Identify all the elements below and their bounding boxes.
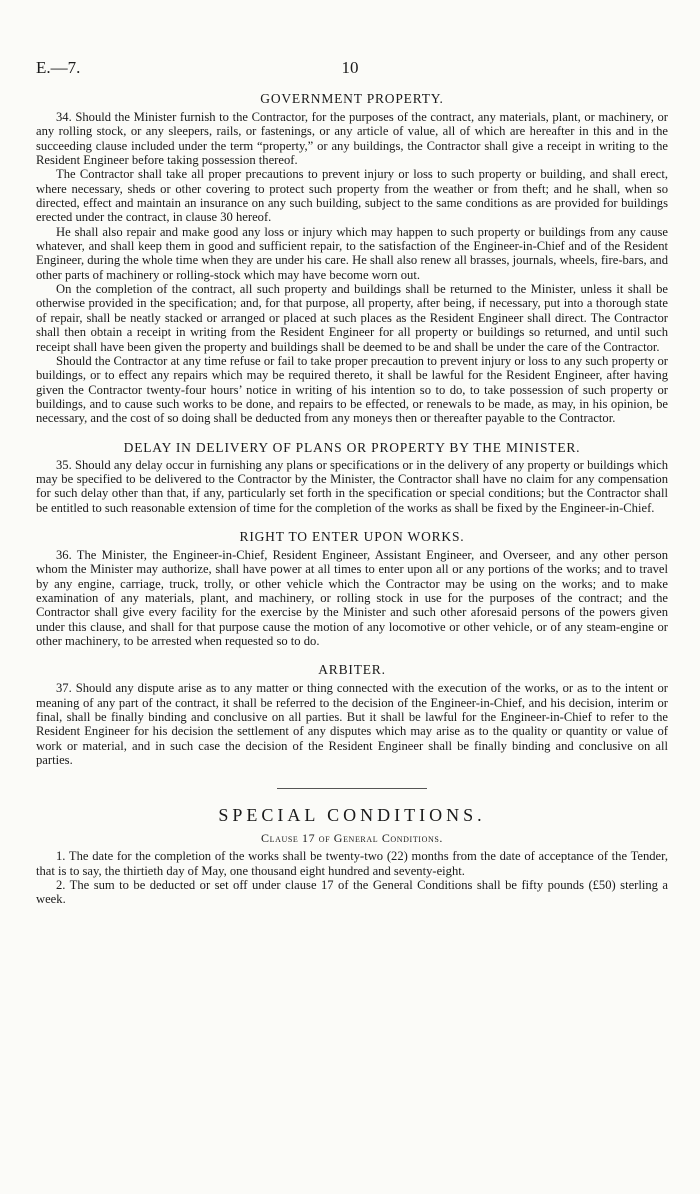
clause-37-paragraph: 37. Should any dispute arise as to any matter or thing connected with the execution of the works, or as to the intent or meaning of any part of the contract, it shall be referred to the decision of the Engineer-in-Chief, and his decision, interim or final, shall be finally binding and conclusive on all parties. But it shall be lawful for the Engineer-in-Chief to refer to the Resident Engineer for his decision the settlement of any disputes which may arise as to the quality or quantity or value of work or material, and in such case the decision of the Resident Engineer shall be finally binding and conclusive on all parties. (36, 681, 668, 768)
section-heading: DELAY IN DELIVERY OF PLANS OR PROPERTY BY THE MINISTER. (123, 439, 581, 455)
clause-34-paragraph: 34. Should the Minister furnish to the Contractor, for the purposes of the contract, any materials, plant, or machinery, or any rolling stock, or any sleepers, rails, or fastenings, or any article of value, all of which are hereafter in this and in the succeeding clause included under the term “property,” or any buildings, the Contractor shall give a receipt in writing to the Resident Engineer before taking possession thereof. (36, 110, 668, 168)
section-heading: RIGHT TO ENTER UPON WORKS. (239, 528, 465, 544)
special-condition-1: 1. The date for the completion of the works shall be twenty-two (22) months from the date of acceptance of the Tender, that is to say, the thirtieth day of May, one thousand eight hundred and seventy-eight. (36, 849, 668, 878)
section-special-conditions (36, 804, 668, 906)
paragraph: Should the Contractor at any time refuse or fail to take proper precaution to prevent injury or loss to any such property or buildings, or to effect any repairs which may be required thereto, it shall be lawful for the Resident Engineer, after having given the Contractor twenty-four hours’ notice in writing of his intention so to do, to take possession of such property or buildings, and to cause such works to be done, and repairs to be effected, or renewals to be made, as may, in his opinion, be necessary, and the cost of so doing shall be deducted from any moneys then or thereafter payable to the Contractor. (36, 353, 668, 426)
page-number: 10 (341, 58, 359, 77)
section-arbiter (36, 661, 668, 767)
special-condition-2: 2. The sum to be deducted or set off under clause 17 of the General Conditions shall be fifty pounds (£50) sterling a week. (36, 878, 668, 907)
section-government-property (36, 90, 668, 426)
section-heading: ARBITER. (318, 662, 386, 678)
paragraph: He shall also repair and make good any loss or injury which may happen to such property or buildings from any cause whatever, and shall keep them in good and sufficient repair, to the satisfaction of the Engineer-in-Chief and of the Resident Engineer, during the whole time when they are under his care. He shall also renew all brasses, journals, wheels, fire-bars, and other parts of machinery or rolling-stock which may have become worn out. (36, 224, 668, 282)
paragraph: On the completion of the contract, all such property and buildings shall be returned to the Minister, unless it shall be otherwise provided in the specification; and, for that purpose, all property, after being, if necessary, put into a thorough state of repair, shall be neatly stacked or arranged or placed at such places as the Resident Engineer shall direct. The Contractor shall then obtain a receipt in writing from the Resident Engineer for all property or buildings so returned, and until such receipt shall have been given the property and buildings shall be deemed to be and shall be under the care of the Contractor. (36, 282, 668, 354)
section-right-to-enter (36, 528, 668, 648)
page-header (36, 58, 664, 80)
special-conditions-subtitle: Clause 17 of General Conditions. (261, 831, 443, 846)
section-delay-in-delivery (36, 439, 668, 515)
clause-35-paragraph: 35. Should any delay occur in furnishing any plans or specifications or in the delivery of any property or buildings which may be specified to be delivered to the Contractor by the Minister, the Contractor shall have no claim for any compensation for such delay other than that, if any, particularly set forth in the specification or special conditions; but the Contractor shall be entitled to such reasonable extension of time for the completion of the works as shall be fixed by the Engineer-in-Chief. (36, 457, 668, 515)
document-body (36, 90, 668, 907)
section-heading: GOVERNMENT PROPERTY. (260, 91, 444, 106)
clause-36-paragraph: 36. The Minister, the Engineer-in-Chief, Resident Engineer, Assistant Engineer, and Overseer, and any other person whom the Minister may authorize, shall have power at all times to enter upon all or any portions of the works; and to travel by any engine, carriage, truck, trolly, or other vehicle which the Contractor may be using on the works; and to make examination of any materials, plant, and machinery, or rolling stock in use for the purposes of the contract; and the Contractor shall give every facility for the exercise by the Minister and such other aforesaid persons of the powers given under this clause, and shall for that purpose cause the motion of any locomotive or other vehicle, or of any steam-engine or other machinery, to be arrested when requested so to do. (36, 547, 668, 648)
divider-rule (277, 788, 427, 789)
paragraph: The Contractor shall take all proper precautions to prevent injury or loss to such property or building, and shall erect, where necessary, sheds or other covering to protect such property from the weather or from theft; and he shall, when so directed, effect and maintain an insurance on any such building, subject to the same conditions as are provided for buildings erected under the contract, in clause 30 hereof. (36, 167, 668, 225)
document-reference: E.—7. (36, 58, 81, 77)
special-conditions-title: SPECIAL CONDITIONS. (218, 805, 486, 826)
